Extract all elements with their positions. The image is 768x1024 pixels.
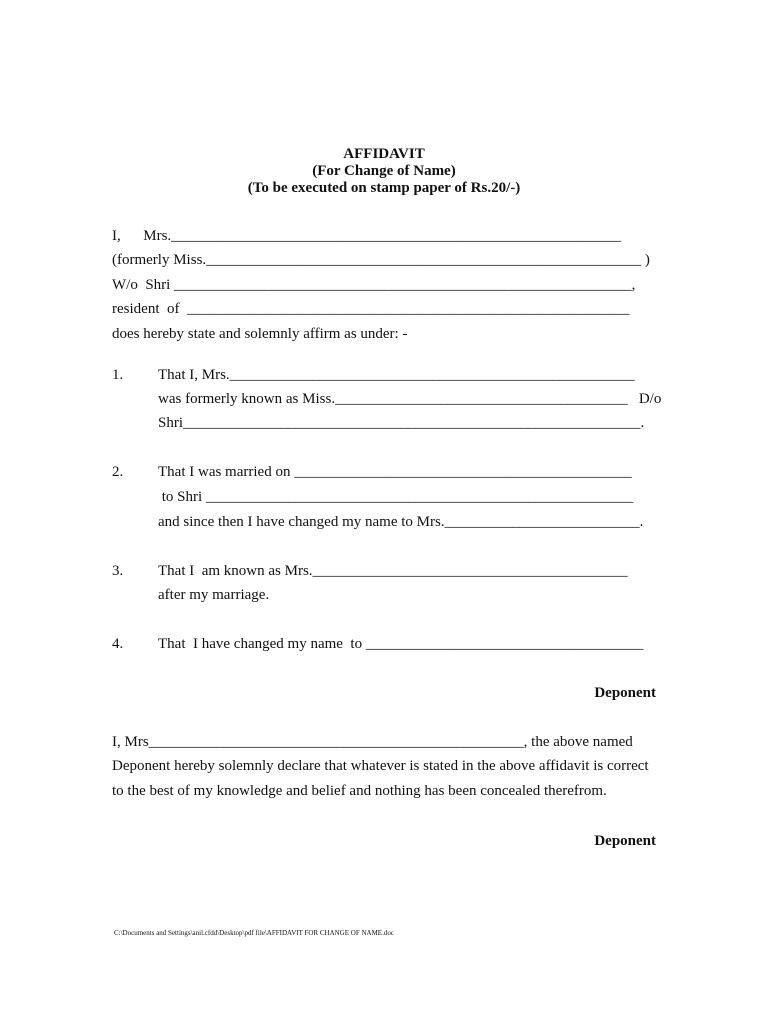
clause-2-line-1: That I was married on _____________________________________________ [158,464,632,480]
stamp-paper-note: (To be executed on stamp paper of Rs.20/-) [247,180,521,196]
clause-number-4: 4. [112,636,124,652]
intro-formerly-line: (formerly Miss.__________________________________________________________ ) [112,252,650,268]
intro-resident-line: resident of ___________________________________________________________ [112,301,630,317]
clause-number-1: 1. [112,367,124,383]
deponent-label-second: Deponent [594,833,656,849]
clause-number-2: 2. [112,464,124,480]
clause-1-line-1: That I, Mrs.______________________________________________________ [158,367,635,383]
intro-affirm-line: does hereby state and solemnly affirm as under: - [112,326,408,342]
verification-line-2: Deponent hereby solemnly declare that whatever is stated in the above affidavit is correct [112,758,649,774]
clause-2-line-3: and since then I have changed my name to Mrs.__________________________. [158,514,644,530]
clause-4-line-1: That I have changed my name to _____________________________________ [158,636,644,652]
file-path-footer: C:\Documents and Settings\anil.cfdd\Desktop\pdf file\AFFIDAVIT FOR CHANGE OF NAME.doc [114,929,394,937]
intro-wife-of-line: W/o Shri _____________________________________________________________, [112,277,636,293]
clause-number-3: 3. [112,563,124,579]
document-subtitle: (For Change of Name) [312,163,456,179]
intro-name-line: I, Mrs.____________________________________________________________ [112,228,622,244]
verification-line-1: I, Mrs__________________________________________________, the above named [112,734,633,750]
document-title: AFFIDAVIT [343,146,425,162]
clause-1-line-2: was formerly known as Miss._______________________________________ D/o [158,391,662,407]
clause-3-line-2: after my marriage. [158,587,270,603]
clause-3-line-1: That I am known as Mrs.__________________________________________ [158,563,628,579]
clause-1-line-3: Shri_____________________________________________________________. [158,415,645,431]
verification-line-3: to the best of my knowledge and belief and nothing has been concealed therefrom. [112,783,607,799]
deponent-label-first: Deponent [594,685,656,701]
clause-2-line-2: to Shri _________________________________________________________ [158,489,634,505]
